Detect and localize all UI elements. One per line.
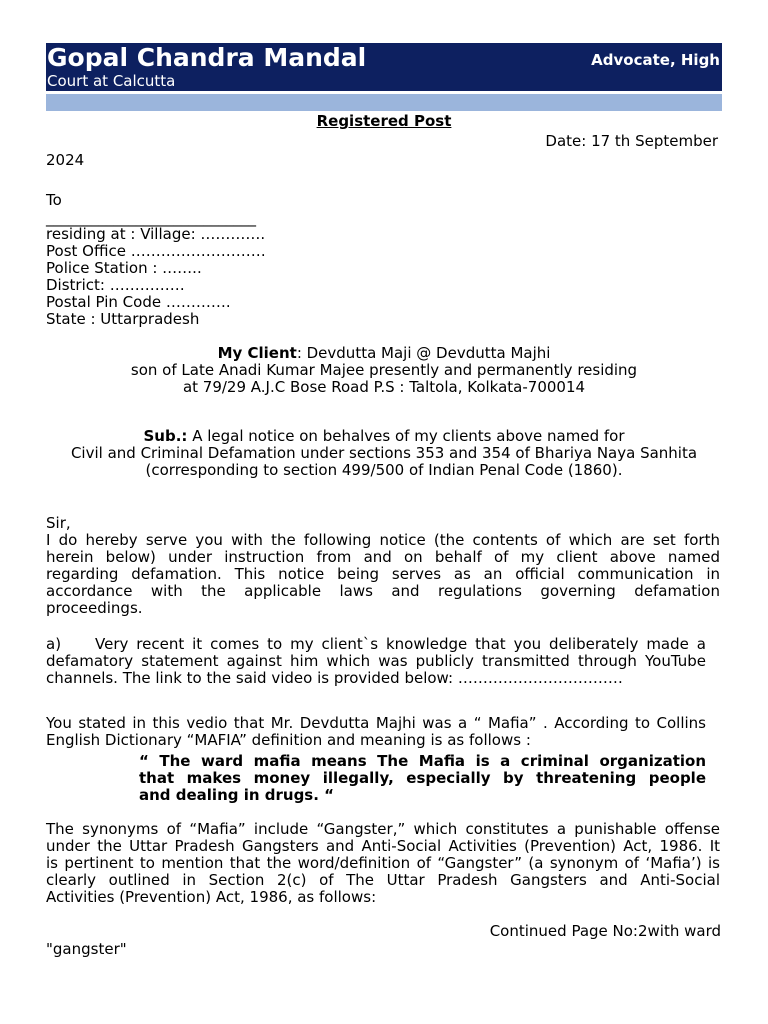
client-parentage: son of Late Anadi Kumar Majee presently and permanently residing <box>130 361 638 379</box>
continued-gangster: "gangster" <box>46 940 127 958</box>
client-name: : Devdutta Maji @ Devdutta Majhi <box>296 344 551 362</box>
intro-line-2: herein below) under instruction from and on behalf of my client above named <box>46 548 720 566</box>
synonyms-line-3: is pertinent to mention that the word/definition of “Gangster” (a synonym of ‘Mafia’) is <box>46 854 720 872</box>
subject-text: A legal notice on behalves of my clients above named for <box>187 427 625 445</box>
date-year: 2024 <box>46 151 85 169</box>
synonyms-line-1: The synonyms of “Mafia” include “Gangster,” which constitutes a punishable offense <box>46 820 720 838</box>
address-post-office: Post Office ……………………… <box>46 242 266 260</box>
stated-line-2: English Dictionary “MAFIA” definition and meaning is as follows : <box>46 731 531 749</box>
definition-quote-line-1: “ The ward mafia means The Mafia is a criminal organization <box>139 752 706 770</box>
intro-line-1: I do hereby serve you with the following notice (the contents of which are set forth <box>46 531 720 549</box>
synonyms-line-5: Activities (Prevention) Act, 1986, as follows: <box>46 888 377 906</box>
client-line <box>46 345 722 362</box>
client-address: at 79/29 A.J.C Bose Road P.S : Taltola, Kolkata-700014 <box>182 378 586 396</box>
para-a-line-1: Very recent it comes to my client`s knowledge that you deliberately made a <box>95 635 706 653</box>
intro-line-4: accordance with the applicable laws and regulations governing defamation <box>46 582 720 600</box>
letterhead-divider <box>46 94 722 111</box>
registered-post-heading: Registered Post <box>316 112 452 130</box>
stated-line-1: You stated in this vedio that Mr. Devdutta Majhi was a “ Mafia” . According to Collins <box>46 714 706 732</box>
address-state: State : Uttarpradesh <box>46 310 200 328</box>
advocate-role: Advocate, High <box>591 51 720 69</box>
definition-quote-line-3: and dealing in drugs. “ <box>139 786 335 804</box>
letterhead-banner <box>46 43 722 91</box>
subject-line-3: (corresponding to section 499/500 of Indian Penal Code (1860). <box>145 461 623 479</box>
subject-line <box>46 428 722 445</box>
continued-page-note: Continued Page No:2with ward <box>489 922 721 940</box>
court-name: Court at Calcutta <box>47 72 176 90</box>
intro-line-5: proceedings. <box>46 599 143 617</box>
salutation: Sir, <box>46 514 71 532</box>
client-label: My Client <box>217 344 297 362</box>
subject-label: Sub.: <box>143 427 188 445</box>
address-village: residing at : Village: …………. <box>46 225 266 243</box>
synonyms-line-4: clearly outlined in Section 2(c) of The Uttar Pradesh Gangsters and Anti-Social <box>46 871 720 889</box>
address-police-station: Police Station : …….. <box>46 259 202 277</box>
para-a-line-3: channels. The link to the said video is provided below: …………………………… <box>46 669 623 687</box>
intro-line-3: regarding defamation. This notice being serves as an official communication in <box>46 565 720 583</box>
definition-quote-line-2: that makes money illegally, especially by threatening people <box>139 769 706 787</box>
address-district: District: …………… <box>46 276 185 294</box>
synonyms-line-2: under the Uttar Pradesh Gangsters and Anti-Social Activities (Prevention) Act, 1986. It <box>46 837 720 855</box>
advocate-name: Gopal Chandra Mandal <box>47 43 367 72</box>
recipient-blank-line: ____________________________ <box>46 209 256 227</box>
date-line: Date: 17 th September <box>545 132 718 150</box>
para-a-marker: a) <box>46 635 62 653</box>
subject-line-2: Civil and Criminal Defamation under sections 353 and 354 of Bhariya Naya Sanhita <box>70 444 698 462</box>
to-label: To <box>46 191 62 209</box>
para-a-line-2: defamatory statement against him which was publicly transmitted through YouTube <box>46 652 706 670</box>
address-pin: Postal Pin Code …………. <box>46 293 231 311</box>
